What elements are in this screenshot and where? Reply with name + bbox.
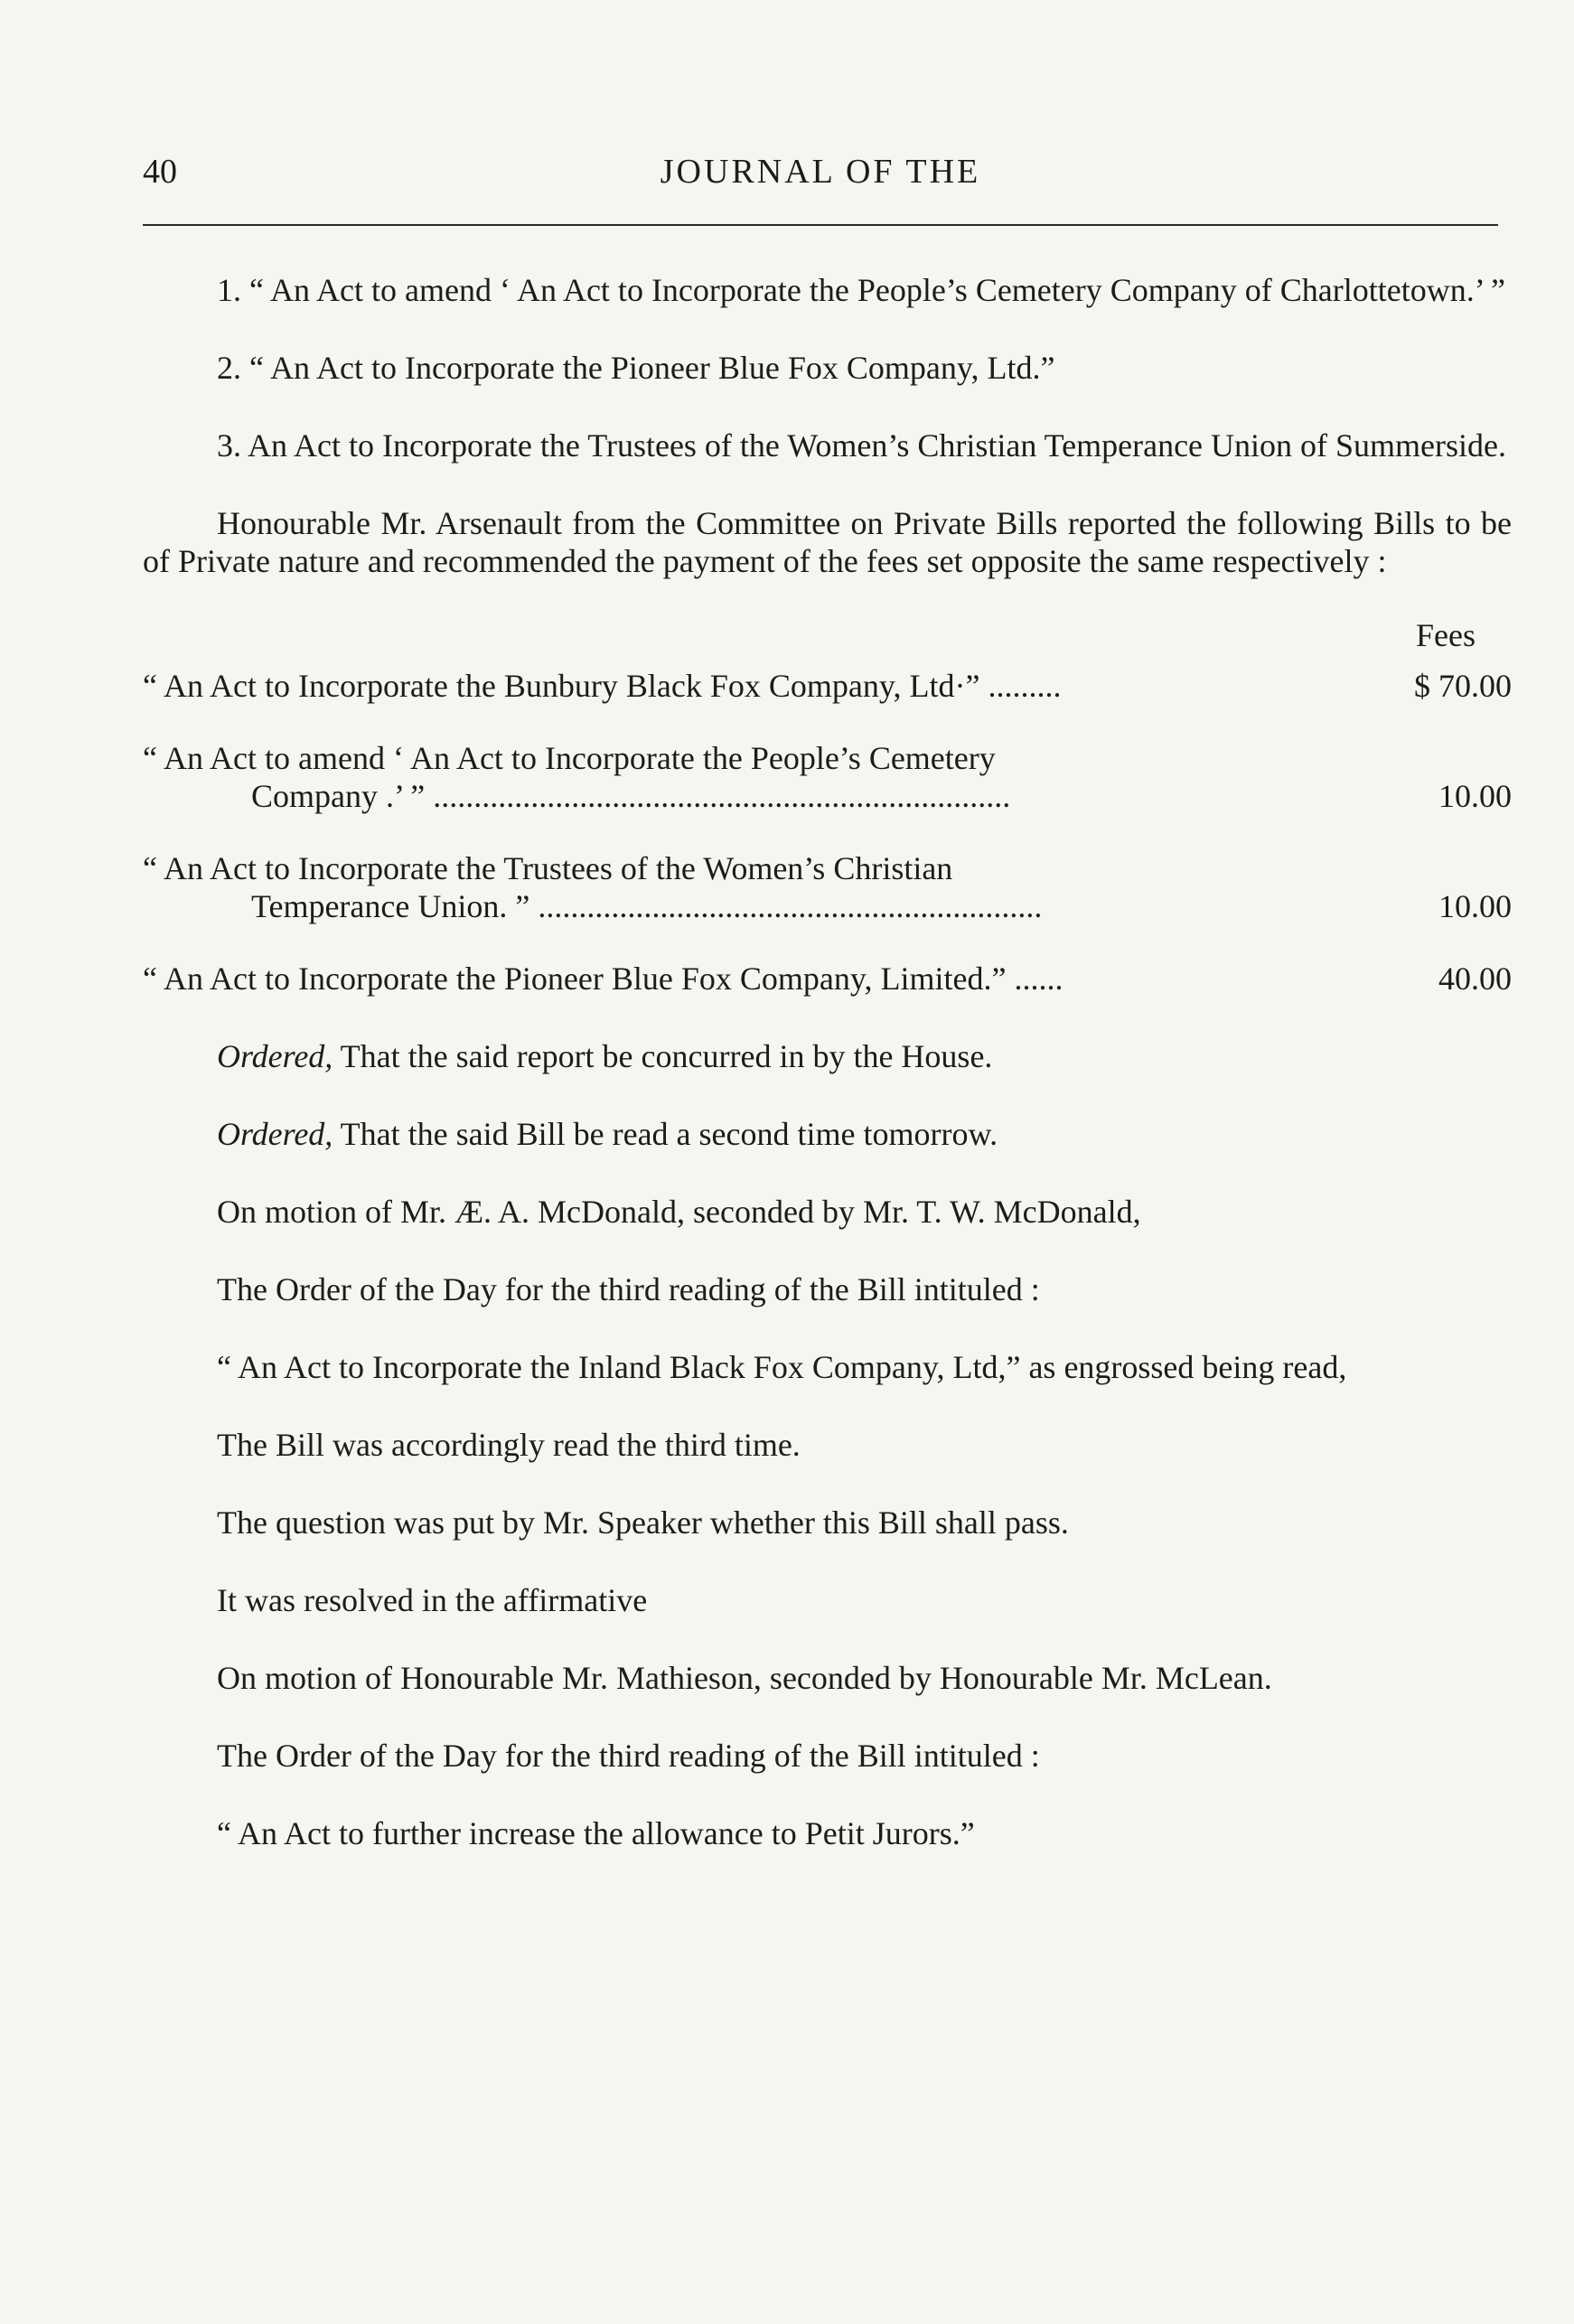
motion-mcdonald: On motion of Mr. Æ. A. McDonald, seconded by Mr. T. W. McDonald, xyxy=(217,1194,1141,1230)
fee-row xyxy=(143,960,1512,998)
fee-row-amount: 10.00 xyxy=(1438,778,1512,814)
fee-row-description xyxy=(143,667,1385,705)
bill-inland-black-fox: “ An Act to Incorporate the Inland Black Fox Company, Ltd,” as engrossed being read, xyxy=(217,1349,1347,1385)
page-number: 40 xyxy=(143,153,177,191)
fee-row-line2: Company .’ ” ....................................................................... xyxy=(251,778,1011,814)
ordered-text: That the said report be concurred in by the House. xyxy=(333,1038,993,1074)
page-body xyxy=(143,271,1512,1852)
report-paragraph: Honourable Mr. Arsenault from the Committee on Private Bills reported the following Bills to be of Private nature and recommended the payment of the fees set opposite the same respectively : xyxy=(143,505,1512,579)
fee-row-line1: “ An Act to amend ‘ An Act to Incorporate the People’s Cemetery xyxy=(143,740,996,776)
order-of-day-2: The Order of the Day for the third reading of the Bill intituled : xyxy=(217,1738,1040,1774)
bill-item-3: 3. An Act to Incorporate the Trustees of the Women’s Christian Temperance Union of Summerside. xyxy=(217,427,1507,464)
order-of-day-1: The Order of the Day for the third reading of the Bill intituled : xyxy=(217,1271,1040,1307)
header-rule xyxy=(143,224,1498,226)
fee-row xyxy=(143,667,1512,705)
fee-row xyxy=(143,739,1512,815)
fee-row-amount: 10.00 xyxy=(1438,888,1512,924)
ordered-label: Ordered, xyxy=(217,1116,333,1152)
fee-row xyxy=(143,849,1512,925)
motion-mathieson: On motion of Honourable Mr. Mathieson, seconded by Honourable Mr. McLean. xyxy=(217,1660,1272,1696)
fee-row-amount: $ 70.00 xyxy=(1414,668,1512,704)
bill-item-2: 2. “ An Act to Incorporate the Pioneer Blue Fox Company, Ltd.” xyxy=(217,350,1055,386)
third-reading-statement: The Bill was accordingly read the third time. xyxy=(217,1427,801,1463)
fee-row-description xyxy=(143,739,1385,815)
bill-item-1: 1. “ An Act to amend ‘ An Act to Incorporate the People’s Cemetery Company of Charlottetown.’ ” xyxy=(217,272,1505,308)
resolved-affirmative: It was resolved in the affirmative xyxy=(217,1582,648,1618)
fee-row-line1: “ An Act to Incorporate the Trustees of the Women’s Christian xyxy=(143,850,953,886)
fee-row-line1: “ An Act to Incorporate the Pioneer Blue Fox Company, Limited.” ...... xyxy=(143,961,1063,997)
speaker-question: The question was put by Mr. Speaker whether this Bill shall pass. xyxy=(217,1504,1069,1541)
fees-heading: Fees xyxy=(1416,617,1476,653)
fee-row-line2: Temperance Union. ” .............................................................. xyxy=(251,888,1043,924)
page-header xyxy=(143,152,1498,206)
ordered-label: Ordered, xyxy=(217,1038,333,1074)
ordered-report xyxy=(143,1037,1512,1075)
fee-row-line1: “ An Act to Incorporate the Bunbury Black Fox Company, Ltd·” ......... xyxy=(143,668,1062,704)
ordered-second-reading xyxy=(143,1115,1512,1153)
fee-row-description xyxy=(143,960,1385,998)
fee-row-description xyxy=(143,849,1385,925)
fee-row-amount: 40.00 xyxy=(1438,961,1512,997)
running-head: JOURNAL OF THE xyxy=(660,153,981,191)
bill-petit-jurors: “ An Act to further increase the allowance to Petit Jurors.” xyxy=(217,1815,975,1851)
ordered-text: That the said Bill be read a second time tomorrow. xyxy=(333,1116,998,1152)
